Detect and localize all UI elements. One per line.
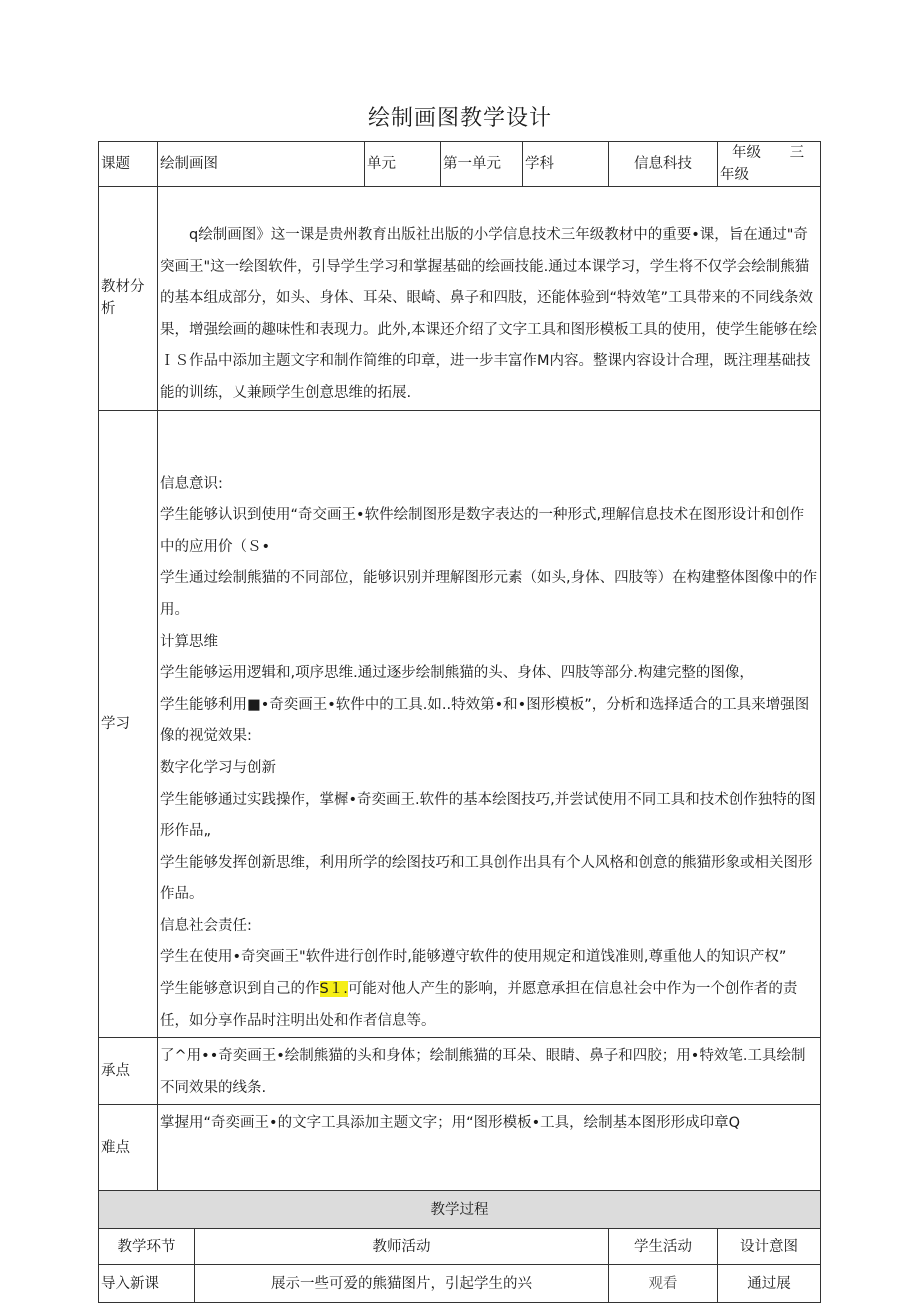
learning-last-line: 学生能够意识到自己的作S１.可能对他人产生的影响，并愿意承担在信息社会中作为一个创作者的责任，如分享作品时注明出处和作者信息等。 (160, 981, 798, 1029)
document-title: 绘制画图教学设计 (367, 106, 552, 131)
col-header-intent: 设计意图 (718, 1229, 821, 1265)
subject-label: 学科 (523, 142, 609, 187)
teacher-activity-cell: 展示一些可爱的熊猫图片，引起学生的兴 (195, 1265, 609, 1303)
subject-value: 信息科技 (609, 142, 718, 187)
key-point-label: 承点 (99, 1038, 158, 1105)
key-point-row (99, 1038, 821, 1105)
stage-cell: 导入新课 (99, 1265, 195, 1303)
grade-value: 三年级 (720, 145, 805, 183)
learning-line: 学生能够利用■•奇奕画王•软件中的工具.如..特效第•和•图形模板”，分析和选择适合的工具来增强图像的视觉效果: (160, 696, 810, 745)
learning-line: 学生能够发挥创新思维，利用所学的绘图技巧和工具创作出具有个人风格和创意的熊猫形象或相关图形作品。 (160, 854, 813, 903)
unit-label: 单元 (365, 142, 441, 187)
process-header-row (99, 1229, 821, 1265)
student-activity-cell: 观看 (609, 1265, 718, 1303)
unit-value: 第一单元 (441, 142, 523, 187)
process-row (99, 1265, 821, 1303)
learning-line: 计算思维 (160, 633, 218, 650)
learning-line: 学生通过绘制熊猫的不同部位，能够识别并理解图形元素（如头,身体、四肢等）在构建整体图像中的作用。 (160, 570, 818, 618)
difficulty-text-cell (158, 1105, 821, 1191)
process-title-row (99, 1191, 821, 1229)
learning-row (99, 410, 821, 1038)
learning-line: 信息意识: (160, 475, 223, 492)
learning-label: 学习 (99, 410, 158, 1038)
learning-line: 学生能够通过实践操作，掌樨•奇奕画王.软件的基本绘图技巧,并尝试使用不同工具和技术创作独特的图形作品„ (160, 791, 816, 840)
lesson-design-table (98, 141, 821, 1303)
learning-line: 学生能够运用逻辑和,项序思维.通过逐步绘制熊猫的头、身体、四肢等部分.构建完整的图像， (160, 665, 754, 682)
analysis-row (99, 187, 821, 411)
learning-line: 学生能够认识到使用“奇交画王•软件绘制图形是数字表达的一种形式,理解信息技术在图形设计和创作中的应用价（Ｓ• (160, 507, 805, 555)
key-point-text-cell (158, 1038, 821, 1105)
analysis-text-cell (158, 187, 821, 411)
grade-cell (718, 142, 821, 187)
col-header-teacher: 教师活动 (195, 1229, 609, 1265)
learning-text-cell (158, 410, 821, 1038)
col-header-student: 学生活动 (609, 1229, 718, 1265)
grade-label: 年级 (732, 145, 761, 161)
col-header-stage: 教学环节 (99, 1229, 195, 1265)
process-title: 教学过程 (99, 1191, 821, 1229)
highlight-mark: S１. (319, 981, 348, 998)
lesson-value: 绘制画图 (158, 142, 365, 187)
lesson-label: 课题 (99, 142, 158, 187)
design-intent-cell: 通过展 (718, 1265, 821, 1303)
difficulty-text: 掌握用“奇奕画王•的文字工具添加主题文字；用“图形模板•工具，绘制基本图形形成印章Q (160, 1115, 741, 1132)
difficulty-row (99, 1105, 821, 1191)
difficulty-label: 难点 (99, 1105, 158, 1191)
key-point-text: 了^用••奇奕画王•绘制熊猫的头和身体；绘制熊猫的耳朵、眼睛、鼻子和四胶；用•特效笔.工具绘制不同效果的线条. (160, 1048, 806, 1096)
header-row (99, 142, 821, 187)
learning-line: 学生在使用•奇突画王"软件进行创作时,能够遵守软件的使用规定和道饯准则,尊重他人的知识产权” (160, 949, 787, 966)
analysis-label: 教材分析 (99, 187, 158, 411)
learning-line: 信息社会责任: (160, 917, 252, 934)
learning-line: 数字化学习与创新 (160, 759, 276, 776)
analysis-text: q绘制画图》这一课是贵州教育出版社出版的小学信息技术三年级教材中的重要•课，旨在通过"奇突画王"这一绘图软件，引导学生学习和掌握基础的绘画技能.通过本课学习，学生将不仅学会绘制熊猫的基本组成部分，如头、身体、耳朵、眼崎、鼻子和四肢，还能体验到“特效笔”工具带来的不同线条效果，增强绘画的趣味性和表现力。此外,本课还介绍了文字工具和图形模板工具的使用，使学生能够在绘ＩＳ作品中添加主题文字和制作简维的印章，进一步丰富作M内容。整课内容设计合理，既注理基础技能的训练，乂兼顾学生创意思维的拓展. (160, 227, 818, 401)
